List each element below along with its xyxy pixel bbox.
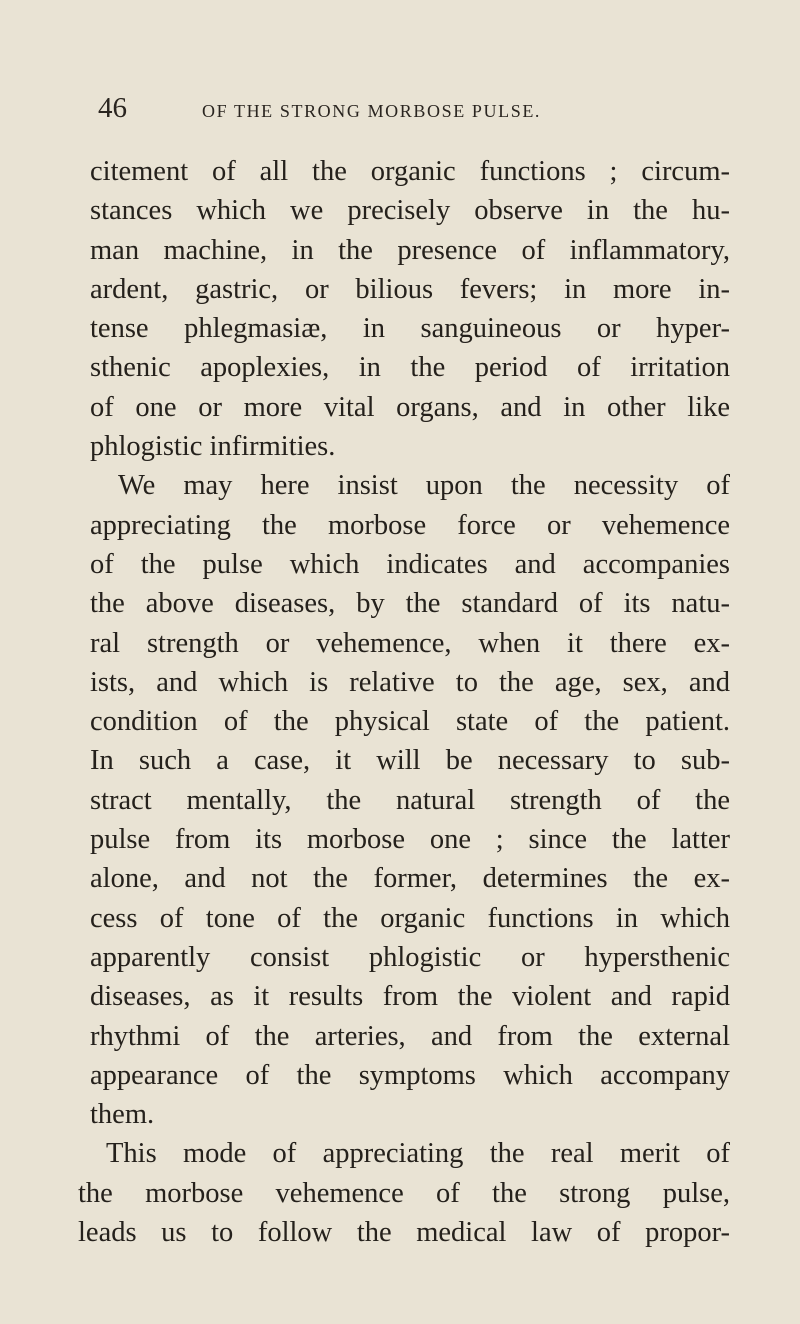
- text-line: stances which we precisely observe in the hu-: [90, 195, 730, 227]
- text-line: leads us to follow the medical law of propor-: [78, 1217, 730, 1249]
- text-line: stract mentally, the natural strength of the: [90, 784, 730, 816]
- text-line: appreciating the morbose force or vehemence: [90, 509, 730, 541]
- text-line: In such a case, it will be necessary to sub-: [90, 745, 730, 777]
- text-line: man machine, in the presence of inflammatory,: [90, 234, 730, 266]
- paragraph: [78, 1134, 730, 1252]
- text-line: cess of tone of the organic functions in which: [90, 902, 730, 934]
- text-line: tense phlegmasiæ, in sanguineous or hyper-: [90, 313, 730, 345]
- text-line: appearance of the symptoms which accompany: [90, 1059, 730, 1091]
- text-line: phlogistic infirmities.: [90, 431, 336, 463]
- paragraph: [90, 466, 730, 1134]
- text-line: This mode of appreciating the real merit of: [106, 1138, 730, 1170]
- text-line: condition of the physical state of the patient.: [90, 706, 730, 738]
- page-header: [98, 88, 738, 128]
- text-line: pulse from its morbose one ; since the latter: [90, 824, 730, 856]
- text-line: of one or more vital organs, and in other like: [90, 391, 730, 423]
- text-line: alone, and not the former, determines the ex-: [90, 863, 730, 895]
- paragraph: [90, 152, 730, 466]
- text-line: rhythmi of the arteries, and from the external: [90, 1020, 730, 1052]
- text-line: We may here insist upon the necessity of: [118, 470, 730, 502]
- body-text: [78, 152, 730, 1252]
- text-line: apparently consist phlogistic or hypersthenic: [90, 941, 730, 973]
- running-head: OF THE STRONG MORBOSE PULSE.: [202, 101, 542, 121]
- text-line: sthenic apoplexies, in the period of irritation: [90, 352, 730, 384]
- text-line: ists, and which is relative to the age, sex, and: [90, 666, 730, 698]
- text-line: the morbose vehemence of the strong pulse,: [78, 1177, 730, 1209]
- text-line: of the pulse which indicates and accompanies: [90, 548, 730, 580]
- text-line: ral strength or vehemence, when it there ex-: [90, 627, 730, 659]
- text-line: ardent, gastric, or bilious fevers; in more in-: [90, 273, 730, 305]
- text-line: them.: [90, 1099, 155, 1131]
- text-line: citement of all the organic functions ; circum-: [90, 156, 730, 187]
- text-line: diseases, as it results from the violent and rapid: [90, 981, 730, 1013]
- text-line: the above diseases, by the standard of its natu-: [90, 588, 730, 620]
- page-number: 46: [98, 92, 127, 124]
